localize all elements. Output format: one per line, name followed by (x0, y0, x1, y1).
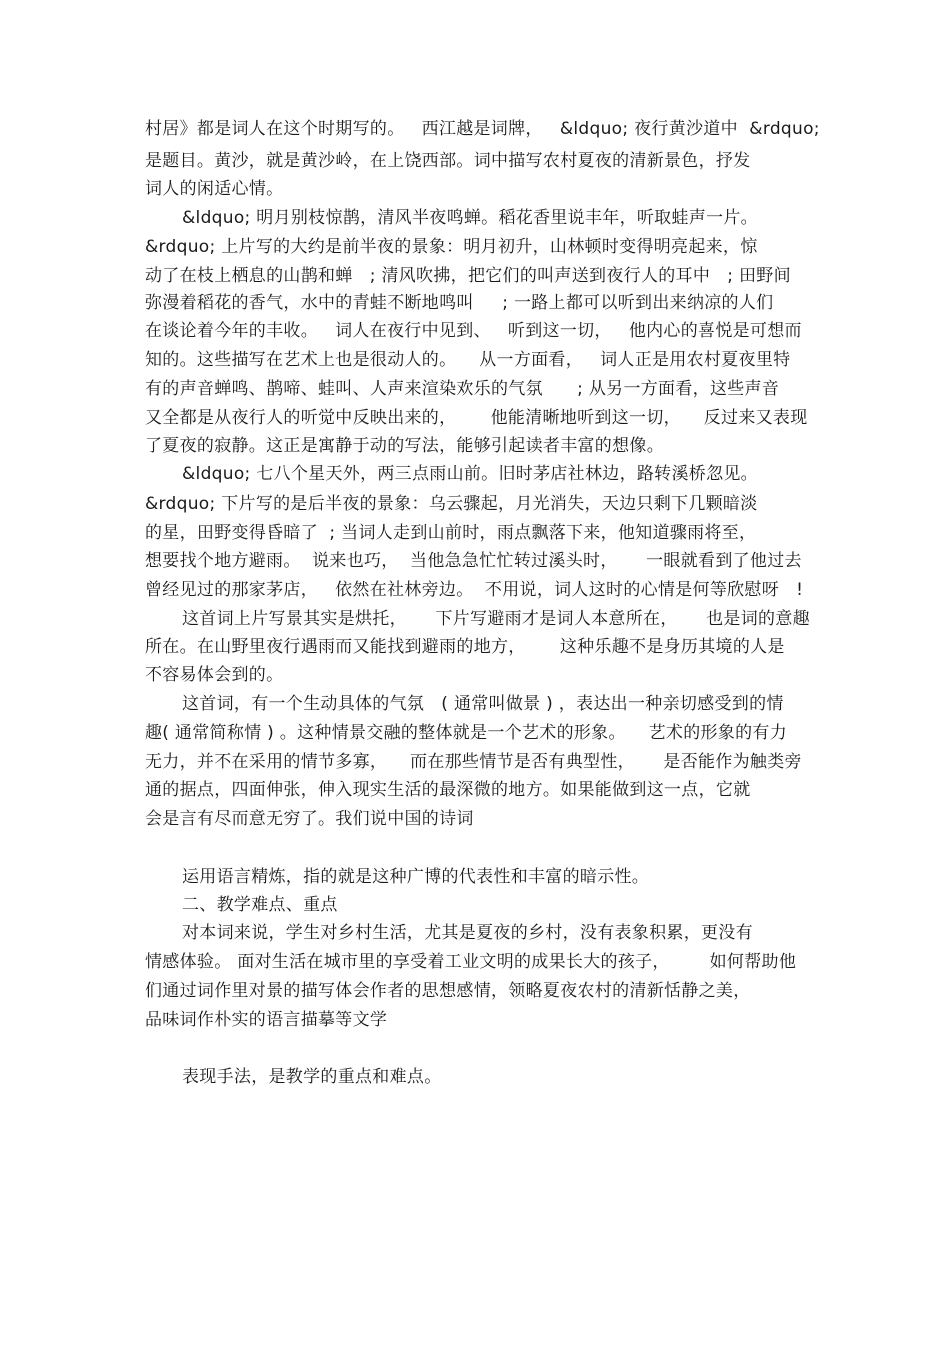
text-line: 词人的闲适心情。 (145, 179, 284, 199)
text-line: &rdquo; 上片写的大约是前半夜的景象：明月初升，山林顿时变得明亮起来，惊 (145, 237, 758, 257)
text-line: 们通过词作里对景的描写体会作者的思想感情，领略夏夜农村的清新恬静之美， (145, 981, 751, 1001)
text-line: 对本词来说，学生对乡村生活，尤其是夏夜的乡村，没有表象积累，更没有 (182, 923, 753, 943)
text-line: 品味词作朴实的语言描摹等文学 (145, 1010, 388, 1030)
text-line: 趣( 通常简称情 ) 。这种情景交融的整体就是一个艺术的形象。 艺术的形象的有力 (145, 723, 787, 743)
text-line: 所在。在山野里夜行遇雨而又能找到避雨的地方， 这种乐趣不是身历其境的人是 (145, 637, 785, 657)
text-line: 知的。这些描写在艺术上也是很动人的。 从一方面看， 词人正是用农村夏夜里特 (145, 350, 791, 370)
text-line: 弥漫着稻花的香气，水中的青蛙不断地鸣叫 ; 一路上都可以听到出来纳凉的人们 (145, 293, 774, 313)
text-line: 这首词，有一个生动具体的气氛 ( 通常叫做景 ) ，表达出一种亲切感受到的情 (182, 694, 784, 714)
text-line: &ldquo; 七八个星天外，两三点雨山前。旧时茅店社林边，路转溪桥忽见。 (182, 464, 758, 484)
text-line: 是题目。黄沙，就是黄沙岭，在上饶西部。词中描写农村夏夜的清新景色，抒发 (145, 151, 751, 171)
text-line: 这首词上片写景其实是烘托， 下片写避雨才是词人本意所在， 也是词的意趣 (182, 609, 810, 629)
text-line: &ldquo; 明月别枝惊鹊，清风半夜鸣蝉。稻花香里说丰年，听取蛙声一片。 (182, 208, 758, 228)
text-line: 会是言有尽而意无穷了。我们说中国的诗词 (145, 809, 474, 829)
text-line: 表现手法，是教学的重点和难点。 (182, 1067, 442, 1087)
text-line: 动了在枝上栖息的山鹊和蝉 ; 清风吹拂，把它们的叫声送到夜行人的耳中 ; 田野间 (145, 266, 791, 286)
text-line: 无力，并不在采用的情节多寡， 而在那些情节是否有典型性， 是否能作为触类旁 (145, 752, 802, 772)
text-line: 的星，田野变得昏暗了 ; 当词人走到山前时，雨点飘落下来，他知道骤雨将至， (145, 523, 757, 543)
section-heading: 二、教学难点、重点 (182, 895, 338, 915)
text-line: 不容易体会到的。 (145, 665, 284, 685)
text-line: 又全都是从夜行人的听觉中反映出来的， 他能清晰地听到这一切， 反过来又表现 (145, 408, 808, 428)
text-line: 情感体验。 面对生活在城市里的享受着工业文明的成果长大的孩子， 如何帮助他 (145, 952, 797, 972)
text-line: 想要找个地方避雨。 说来也巧， 当他急急忙忙转过溪头时， 一眼就看到了他过去 (145, 551, 802, 571)
text-line: 运用语言精炼，指的就是这种广博的代表性和丰富的暗示性。 (182, 867, 650, 887)
text-line: 曾经见过的那家茅店， 依然在社林旁边。 不用说，词人这时的心情是何等欣慰呀 ! (145, 580, 804, 600)
text-line: &rdquo; 下片写的是后半夜的景象：乌云骤起，月光消失，天边只剩下几颗暗淡 (145, 494, 758, 514)
text-line: 在谈论着今年的丰收。 词人在夜行中见到、 听到这一切， 他内心的喜悦是可想而 (145, 321, 802, 341)
text-line: 村居》都是词人在这个时期写的。 西江越是词牌， &ldquo; 夜行黄沙道中 &rdquo; (145, 119, 820, 139)
text-line: 通的据点，四面伸张，伸入现实生活的最深微的地方。如果能做到这一点，它就 (145, 780, 751, 800)
text-line: 有的声音蝉鸣、鹊啼、蛙叫、人声来渲染欢乐的气氛 ; 从另一方面看，这些声音 (145, 379, 780, 399)
text-line: 了夏夜的寂静。这正是寓静于动的写法，能够引起读者丰富的想像。 (145, 436, 664, 456)
